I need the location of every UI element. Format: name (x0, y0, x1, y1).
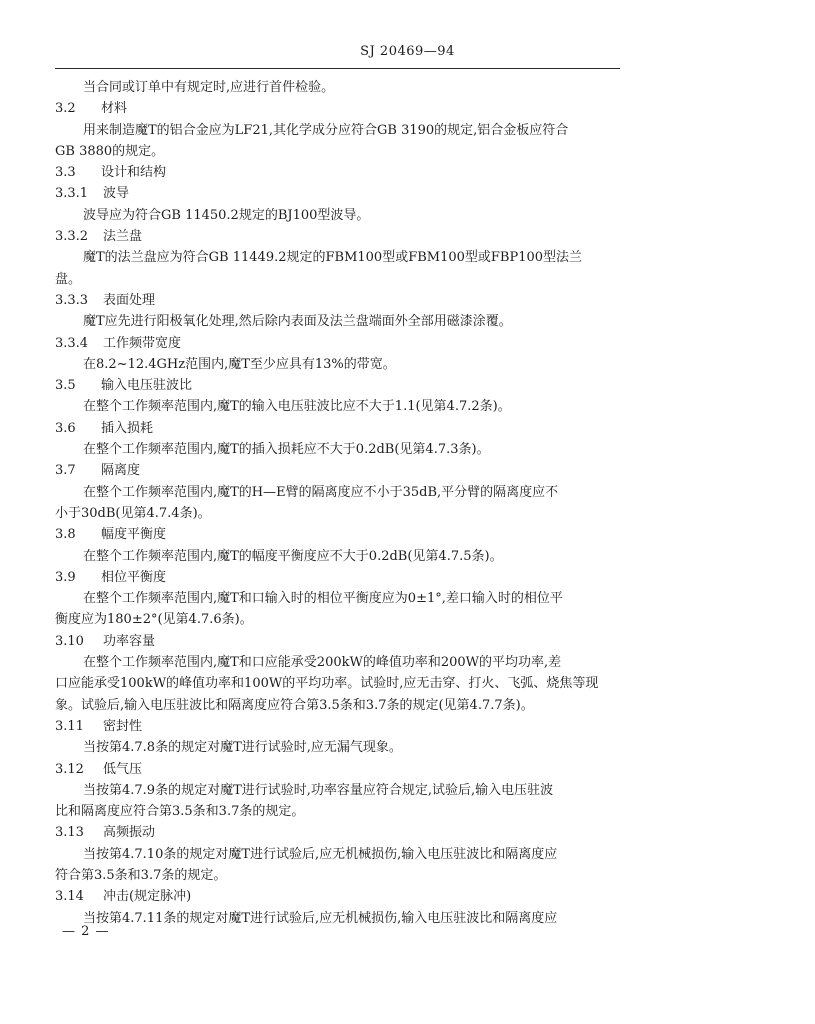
section-title: 低气压 (103, 761, 143, 777)
section-heading (55, 98, 625, 119)
paragraph-continuation: 口应能承受100kW的峰值功率和100W的平均功率。试验时,应无击穿、打火、飞弧、烧焦等现 (55, 676, 599, 692)
section-number: 3.5 (55, 378, 76, 394)
section-heading (55, 716, 625, 737)
paragraph-line: 当按第4.7.9条的规定对魔T进行试验时,功率容量应符合规定,试验后,输入电压驻波 (83, 782, 554, 798)
standard-code-header: SJ 20469—94 (360, 44, 455, 59)
section-heading (55, 524, 625, 545)
paragraph-line: 当按第4.7.10条的规定对魔T进行试验后,应无机械损伤,输入电压驻波比和隔离度应 (83, 846, 558, 862)
paragraph-line: 当合同或订单中有规定时,应进行首件检验。 (83, 80, 335, 95)
section-title: 密封性 (103, 718, 143, 734)
paragraph-line: 在8.2~12.4GHz范围内,魔T至少应具有13%的带宽。 (83, 356, 396, 372)
paragraph-continuation: 符合第3.5条和3.7条的规定。 (55, 867, 227, 883)
paragraph-line: 当按第4.7.11条的规定对魔T进行试验后,应无机械损伤,输入电压驻波比和隔离度应 (83, 910, 558, 926)
section-number: 3.8 (55, 527, 76, 543)
paragraph-line: 用来制造魔T的铝合金应为LF21,其化学成分应符合GB 3190的规定,铝合金板应符合 (83, 122, 569, 138)
section-title: 法兰盘 (103, 229, 143, 245)
paragraph-continuation: 象。试验后,输入电压驻波比和隔离度应符合第3.5条和3.7条的规定(见第4.7.7条)。 (55, 697, 534, 713)
section-number: 3.2 (55, 101, 76, 117)
paragraph-line: 在整个工作频率范围内,魔T和口应能承受200kW的峰值功率和200W的平均功率,差 (83, 655, 562, 671)
section-title: 功率容量 (103, 633, 156, 649)
paragraph-line: 波导应为符合GB 11450.2规定的BJ100型波导。 (83, 207, 370, 223)
section-heading (55, 375, 625, 396)
section-number: 3.6 (55, 420, 76, 436)
paragraph-continuation: 比和隔离度应符合第3.5条和3.7条的规定。 (55, 804, 305, 820)
section-heading (55, 631, 625, 652)
section-title: 设计和结构 (101, 165, 167, 181)
paragraph-line: 在整个工作频率范围内,魔T的输入电压驻波比应不大于1.1(见第4.7.2条)。 (83, 399, 511, 415)
paragraph-line: 当按第4.7.8条的规定对魔T进行试验时,应无漏气现象。 (83, 740, 402, 756)
section-heading (55, 290, 625, 311)
section-heading (55, 759, 625, 780)
paragraph-line: 在整个工作频率范围内,魔T的H—E臂的隔离度应不小于35dB,平分臂的隔离度应不 (83, 484, 559, 500)
section-heading (55, 226, 625, 247)
paragraph-continuation: 盘。 (55, 271, 82, 287)
section-title: 工作频带宽度 (103, 335, 182, 351)
section-heading (55, 418, 625, 439)
section-title: 材料 (101, 101, 128, 117)
section-heading (55, 567, 625, 588)
paragraph-line: 魔T应先进行阳极氧化处理,然后除内表面及法兰盘端面外全部用磁漆涂覆。 (83, 314, 512, 330)
section-number: 3.3.4 (55, 335, 89, 351)
paragraph-line: 在整个工作频率范围内,魔T的幅度平衡度应不大于0.2dB(见第4.7.5条)。 (83, 548, 503, 564)
section-title: 高频振动 (103, 825, 156, 841)
section-number: 3.9 (55, 569, 76, 585)
section-number: 3.3 (55, 165, 76, 181)
section-heading (55, 822, 625, 843)
page-number: — 2 — (62, 924, 110, 939)
section-heading (55, 162, 625, 183)
paragraph-line: 在整个工作频率范围内,魔T的插入损耗应不大于0.2dB(见第4.7.3条)。 (83, 442, 490, 458)
section-heading (55, 460, 625, 481)
section-number: 3.3.1 (55, 186, 89, 202)
paragraph-continuation: 衡度应为180±2°(见第4.7.6条)。 (55, 612, 253, 628)
section-title: 相位平衡度 (101, 569, 167, 585)
paragraph-continuation: 小于30dB(见第4.7.4条)。 (55, 505, 211, 521)
section-number: 3.3.3 (55, 292, 89, 308)
section-heading (55, 886, 625, 907)
section-title: 表面处理 (103, 292, 156, 308)
section-number: 3.10 (55, 633, 84, 649)
section-title: 插入损耗 (101, 420, 154, 436)
section-heading (55, 333, 625, 354)
paragraph-line: 魔T的法兰盘应为符合GB 11449.2规定的FBM100型或FBM100型或FBP100型法兰 (83, 250, 583, 266)
section-title: 波导 (103, 186, 130, 202)
section-number: 3.3.2 (55, 229, 89, 245)
section-number: 3.12 (55, 761, 84, 777)
paragraph-line: 在整个工作频率范围内,魔T和口输入时的相位平衡度应为0±1°,差口输入时的相位平 (83, 591, 563, 607)
section-number: 3.13 (55, 825, 84, 841)
section-heading (55, 183, 625, 204)
section-title: 隔离度 (101, 463, 141, 479)
section-number: 3.7 (55, 463, 76, 479)
document-body (55, 77, 625, 929)
header-divider (55, 68, 620, 69)
section-number: 3.11 (55, 718, 84, 734)
section-title: 幅度平衡度 (101, 527, 167, 543)
paragraph-continuation: GB 3880的规定。 (55, 143, 165, 159)
section-number: 3.14 (55, 889, 84, 905)
section-title: 冲击(规定脉冲) (103, 889, 192, 905)
section-title: 输入电压驻波比 (101, 378, 193, 394)
